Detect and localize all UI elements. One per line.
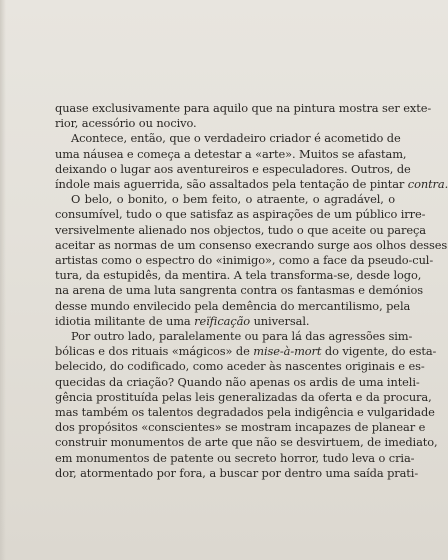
paragraph-3	[55, 192, 448, 329]
text-line: dor, atormentado por fora, a buscar por dentro uma saída prati-	[55, 465, 419, 480]
paragraph-4	[55, 329, 438, 481]
text-line: na arena de uma luta sangrenta contra os fantasmas e demónios	[55, 283, 424, 298]
text-line: aceitar as normas de um consenso execrando surge aos olhos desses	[55, 237, 448, 252]
text-line: em monumentos de patente ou secreto horror, tudo leva o cria-	[55, 450, 415, 465]
text-line: quase exclusivamente para aquilo que na pintura mostra ser exte-	[55, 101, 432, 115]
text-line: consumível, tudo o que satisfaz as aspirações de um público irre-	[55, 207, 426, 222]
text-line: Por outro lado, paralelamente ou para lá das agressões sim-	[71, 329, 413, 344]
text-line: bólicas e dos rituais «mágicos» de mise-à-mort do vigente, do esta-	[55, 344, 437, 359]
italic-term: reïficação	[194, 313, 251, 328]
text-line: quecidas da criação? Quando não apenas os ardis de uma inteli-	[55, 374, 420, 389]
text-line: mas também os talentos degradados pela indigência e vulgaridade	[55, 405, 435, 420]
text-line: artistas como o espectro do «inimigo», como a face da pseudo-cul-	[55, 253, 434, 268]
text-line: construir monumentos de arte que não se desvirtuem, de imediato,	[55, 435, 438, 450]
page-edge-shadow	[0, 0, 6, 560]
text-line: dos propósitos «conscientes» se mostram incapazes de planear e	[55, 420, 426, 435]
text-line: uma náusea e começa a detestar a «arte». Muitos se afastam,	[55, 146, 407, 161]
text-line: rior, acessório ou nocivo.	[55, 116, 197, 131]
text-line: versivelmente alienado nos objectos, tudo o que aceite ou pareça	[55, 222, 426, 237]
text-line: deixando o lugar aos aventureiros e especuladores. Outros, de	[55, 161, 411, 176]
text-line: tura, da estupidês, da mentira. A tela transforma-se, desde logo,	[55, 268, 422, 283]
text-line: gência prostituída pelas leis generalizadas da oferta e da procura,	[55, 389, 432, 404]
text-line: idiotia militante de uma reïficação universal.	[55, 313, 310, 328]
italic-term: contra.	[407, 177, 448, 192]
text-line: O belo, o bonito, o bem feito, o atraente, o agradável, o	[71, 192, 395, 207]
text-line: desse mundo envilecido pela demência do mercantilismo, pela	[55, 298, 411, 313]
text-line: Acontece, então, que o verdadeiro criador é acometido de	[71, 131, 401, 146]
paragraph-2	[55, 131, 448, 192]
italic-term: mise-à-mort	[253, 344, 322, 359]
text-line: belecido, do codificado, como aceder às nascentes originais e es-	[55, 359, 425, 374]
paragraph-1	[55, 101, 432, 131]
book-page-text	[55, 101, 448, 481]
text-line: índole mais aguerrida, são assaltados pela tentação de pintar contra.	[55, 177, 448, 192]
